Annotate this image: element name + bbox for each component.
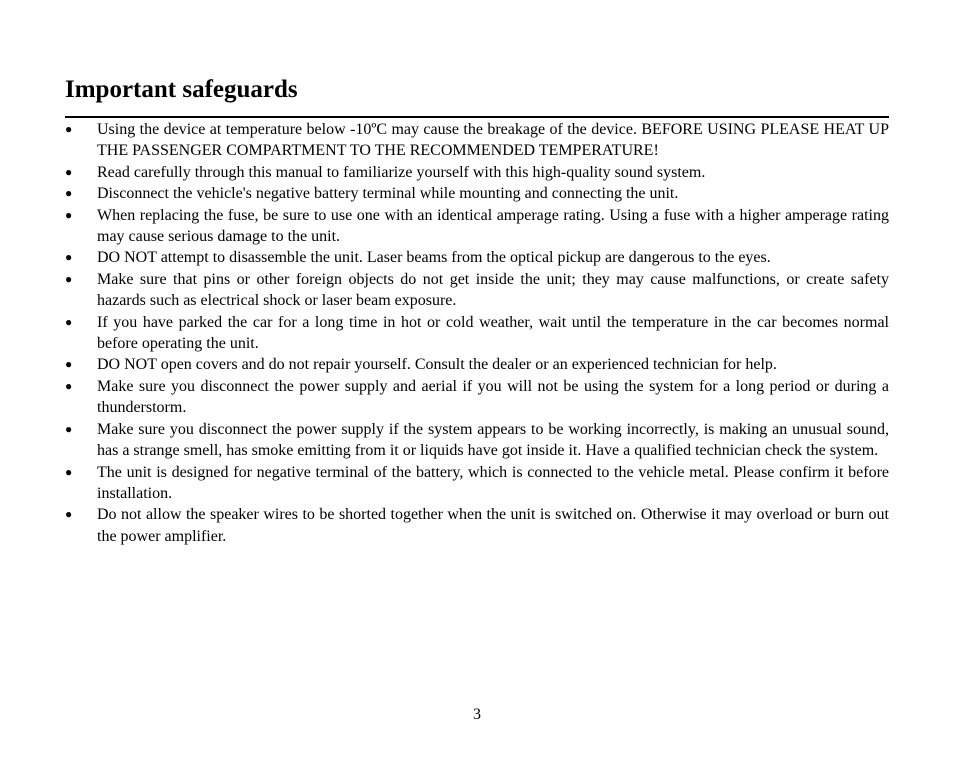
bullet-icon: ● bbox=[65, 271, 73, 286]
list-item-text: Make sure you disconnect the power supply if the system appears to be working incorrectly, is making an unusual sound, has a strange smell, has smoke emitting from it or liquids have got inside it. Have a qualified technician check the system. bbox=[97, 420, 889, 460]
bullet-icon: ● bbox=[65, 421, 73, 436]
bullet-icon: ● bbox=[65, 314, 73, 329]
list-item-text: Disconnect the vehicle's negative battery terminal while mounting and connecting the unit. bbox=[97, 185, 679, 203]
list-item bbox=[65, 354, 889, 375]
bullet-icon: ● bbox=[65, 250, 73, 265]
bullet-icon: ● bbox=[65, 378, 73, 393]
list-item bbox=[65, 269, 889, 312]
list-item-text: Do not allow the speaker wires to be shorted together when the unit is switched on. Otherwise it may overload or burn out the power amplifier. bbox=[97, 506, 889, 545]
bullet-icon: ● bbox=[65, 464, 73, 479]
list-item-text: Make sure you disconnect the power supply and aerial if you will not be using the system for a long period or during a thunderstorm. bbox=[97, 377, 889, 417]
list-item-text: If you have parked the car for a long time in hot or cold weather, wait until the temperature in the car becomes normal before operating the unit. bbox=[97, 313, 889, 353]
bullet-icon: ● bbox=[65, 186, 73, 201]
bullet-icon: ● bbox=[65, 164, 73, 179]
list-item bbox=[65, 462, 889, 505]
title-divider bbox=[65, 116, 889, 118]
list-item-text: Make sure that pins or other foreign objects do not get inside the unit; they may cause malfunctions, or create safety hazards such as electrical shock or laser beam exposure. bbox=[97, 270, 889, 310]
list-item bbox=[65, 247, 889, 268]
bullet-icon: ● bbox=[65, 507, 73, 522]
list-item bbox=[65, 162, 889, 183]
page-title: Important safeguards bbox=[65, 76, 298, 103]
page-number: 3 bbox=[473, 706, 481, 723]
list-item bbox=[65, 504, 889, 547]
list-item bbox=[65, 376, 889, 419]
list-item-text: Read carefully through this manual to familiarize yourself with this high-quality sound system. bbox=[97, 163, 706, 181]
bullet-icon: ● bbox=[65, 122, 73, 136]
list-item-text: The unit is designed for negative terminal of the battery, which is connected to the vehicle metal. Please confirm it before installation. bbox=[97, 463, 889, 502]
list-item-text: DO NOT attempt to disassemble the unit. Laser beams from the optical pickup are dangerous to the eyes. bbox=[97, 249, 771, 267]
list-item-text: Using the device at temperature below -10ºC may cause the breakage of the device. BEFORE USING PLEASE HEAT UP THE PASSENGER COMPARTMENT TO THE RECOMMENDED TEMPERATURE! bbox=[97, 121, 889, 160]
safeguards-list bbox=[65, 119, 889, 547]
bullet-icon: ● bbox=[65, 357, 73, 372]
list-item bbox=[65, 183, 889, 204]
list-item bbox=[65, 119, 889, 162]
list-item-text: When replacing the fuse, be sure to use one with an identical amperage rating. Using a fuse with a higher amperage rating may cause serious damage to the unit. bbox=[97, 206, 889, 246]
list-item bbox=[65, 419, 889, 462]
list-item bbox=[65, 312, 889, 355]
list-item-text: DO NOT open covers and do not repair yourself. Consult the dealer or an experienced technician for help. bbox=[97, 356, 777, 374]
bullet-icon: ● bbox=[65, 207, 73, 222]
list-item bbox=[65, 205, 889, 248]
